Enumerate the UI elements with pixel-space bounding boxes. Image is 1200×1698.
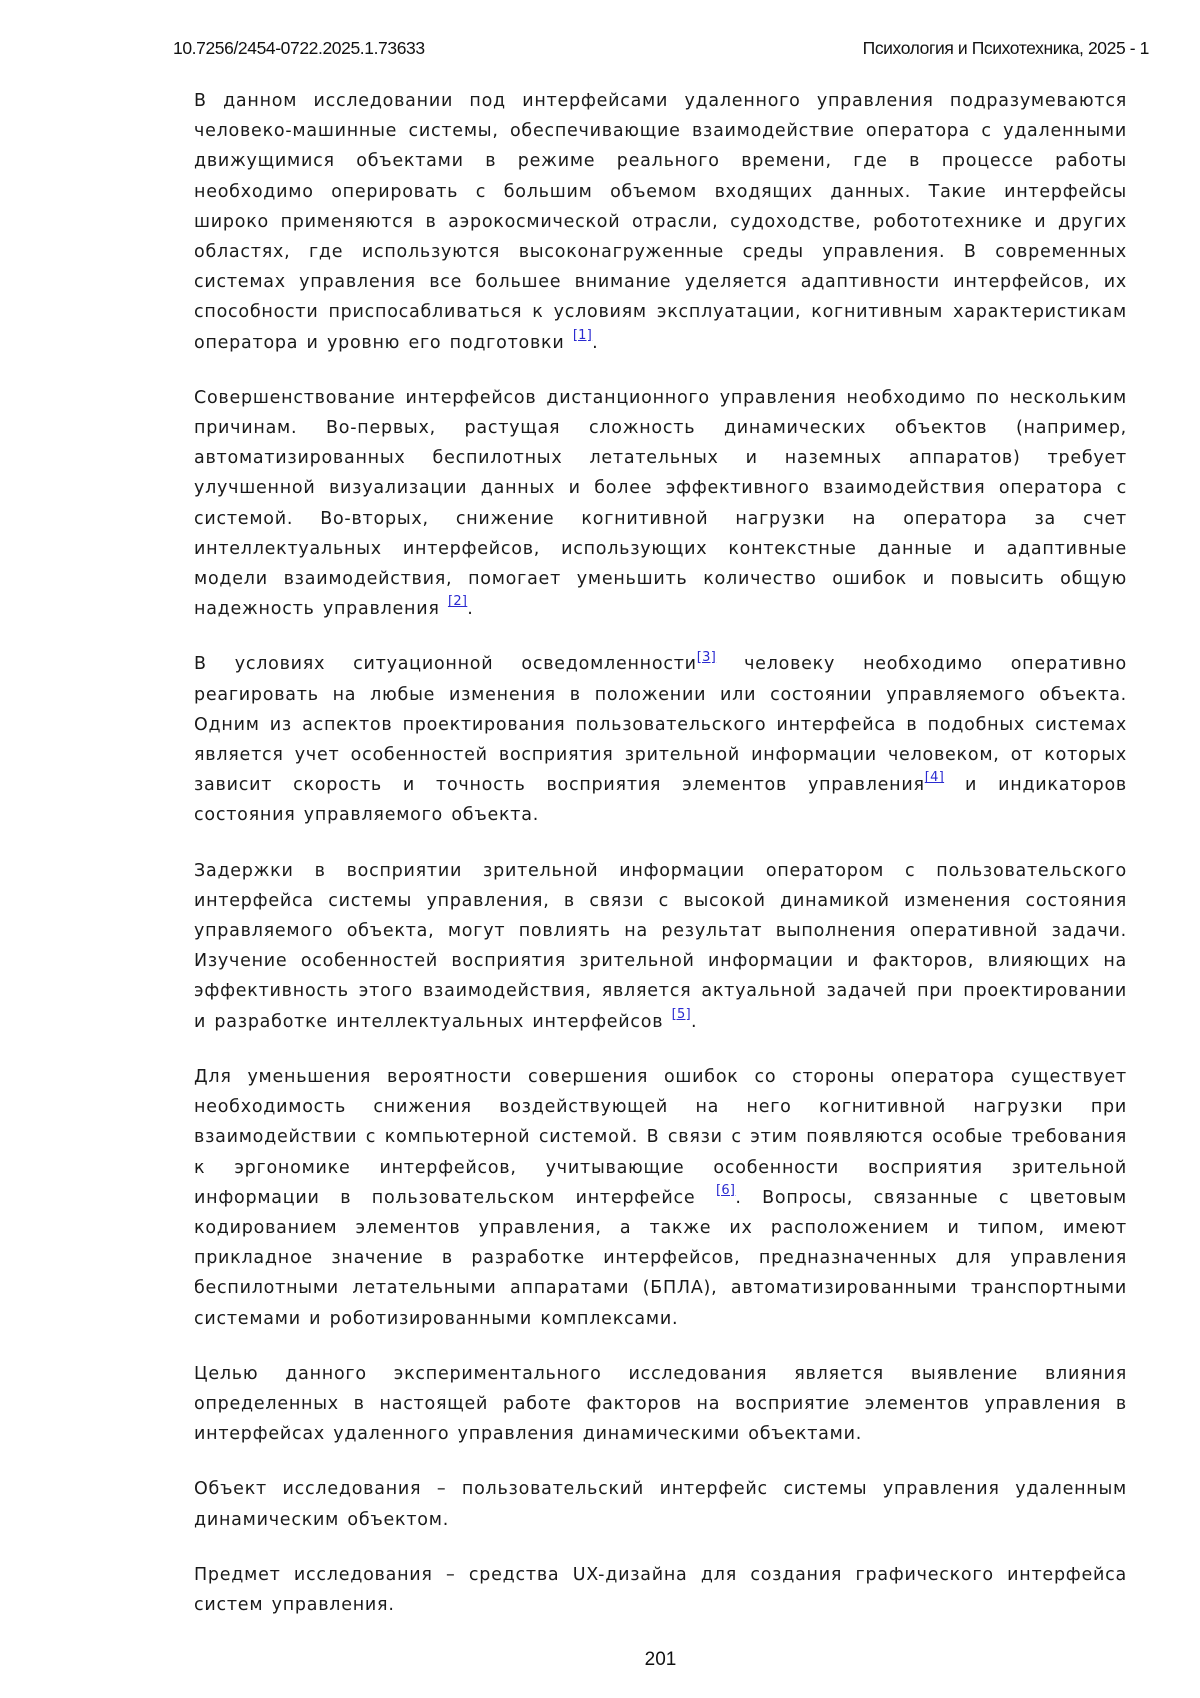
doi-text: 10.7256/2454-0722.2025.1.73633 xyxy=(173,38,425,59)
paragraph-goal xyxy=(194,1359,1127,1450)
paragraph-punctuation: . xyxy=(691,1012,697,1032)
paragraph-5 xyxy=(194,1062,1127,1334)
paragraph-text: Совершенствование интерфейсов дистанционного управления необходимо по нескольким причинам. Во-первых, растущая сложность динамических объектов (например, автоматизированных беспилотных летательных и наземных аппаратов) требует улучшенной визуализации данных и более эффективного взаимодействия оператора с системой. Во-вторых, снижение когнитивной нагрузки на оператора за счет интеллектуальных интерфейсов, использующих контекстные данные и адаптивные модели взаимодействия, помогает уменьшить количество ошибок и повысить общую надежность управления xyxy=(194,388,1127,619)
article-body xyxy=(194,86,1127,1645)
page-number-text: 201 xyxy=(645,1649,677,1671)
paragraph-punctuation: . xyxy=(592,333,598,353)
paragraph-4 xyxy=(194,856,1127,1037)
paragraph-text: Предмет исследования – средства UX-дизайна для создания графического интерфейса систем управления. xyxy=(194,1565,1127,1615)
page-number xyxy=(0,1649,1200,1671)
paragraph-text: В данном исследовании под интерфейсами удаленного управления подразумеваются человеко-машинные системы, обеспечивающие взаимодействие оператора с удаленными движущимися объектами в режиме реального времени, где в процессе работы необходимо оперировать с большим объемом входящих данных. Такие интерфейсы широко применяются в аэрокосмической отрасли, судоходстве, робототехнике и других областях, где используются высоконагруженные среды управления. В современных системах управления все большее внимание уделяется адаптивности интерфейсов, их способности приспосабливаться к условиям эксплуатации, когнитивным характеристикам оператора и уровню его подготовки xyxy=(194,91,1127,353)
paragraph-text-end: и индикаторов состояния управляемого объекта. xyxy=(194,775,1127,825)
paragraph-object xyxy=(194,1474,1127,1534)
paragraph-subject xyxy=(194,1560,1127,1620)
citation-link-3[interactable]: [3] xyxy=(697,650,716,665)
paragraph-3 xyxy=(194,649,1127,830)
running-header xyxy=(173,36,1149,60)
citation-link-5[interactable]: [5] xyxy=(672,1007,691,1022)
paragraph-text: Целью данного экспериментального исследования является выявление влияния определенных в настоящей работе факторов на восприятие элементов управления в интерфейсах удаленного управления динамическими объектами. xyxy=(194,1364,1127,1444)
citation-link-4[interactable]: [4] xyxy=(925,770,944,785)
citation-link-2[interactable]: [2] xyxy=(448,594,467,609)
paragraph-text-end: . Вопросы, связанные с цветовым кодированием элементов управления, а также их расположением и типом, имеют прикладное значение в разработке интерфейсов, предназначенных для управления беспилотными летательными аппаратами (БПЛА), автоматизированными транспортными системами и роботизированными комплексами. xyxy=(194,1188,1127,1329)
citation-link-6[interactable]: [6] xyxy=(716,1183,735,1198)
journal-title: Психология и Психотехника, 2025 - 1 xyxy=(863,38,1149,59)
paragraph-text: В условиях ситуационной осведомленности xyxy=(194,654,697,674)
paragraph-text: Для уменьшения вероятности совершения ошибок со стороны оператора существует необходимость снижения воздействующей на него когнитивной нагрузки при взаимодействии с компьютерной системой. В связи с этим появляются особые требования к эргономике интерфейсов, учитывающие особенности восприятия зрительной информации в пользовательском интерфейсе xyxy=(194,1067,1127,1208)
paragraph-2 xyxy=(194,383,1127,625)
citation-link-1[interactable]: [1] xyxy=(573,328,592,343)
paragraph-punctuation: . xyxy=(467,599,473,619)
paragraph-text: Объект исследования – пользовательский интерфейс системы управления удаленным динамическим объектом. xyxy=(194,1479,1127,1529)
paragraph-text-continued: человеку необходимо оперативно реагировать на любые изменения в положении или состоянии управляемого объекта. Одним из аспектов проектирования пользовательского интерфейса в подобных системах является учет особенностей восприятия зрительной информации человеком, от которых зависит скорость и точность восприятия элементов управления xyxy=(194,654,1127,795)
paragraph-text: Задержки в восприятии зрительной информации оператором с пользовательского интерфейса системы управления, в связи с высокой динамикой изменения состояния управляемого объекта, могут повлиять на результат выполнения оперативной задачи. Изучение особенностей восприятия зрительной информации и факторов, влияющих на эффективность этого взаимодействия, является актуальной задачей при проектировании и разработке интеллектуальных интерфейсов xyxy=(194,861,1127,1032)
paragraph-1 xyxy=(194,86,1127,358)
